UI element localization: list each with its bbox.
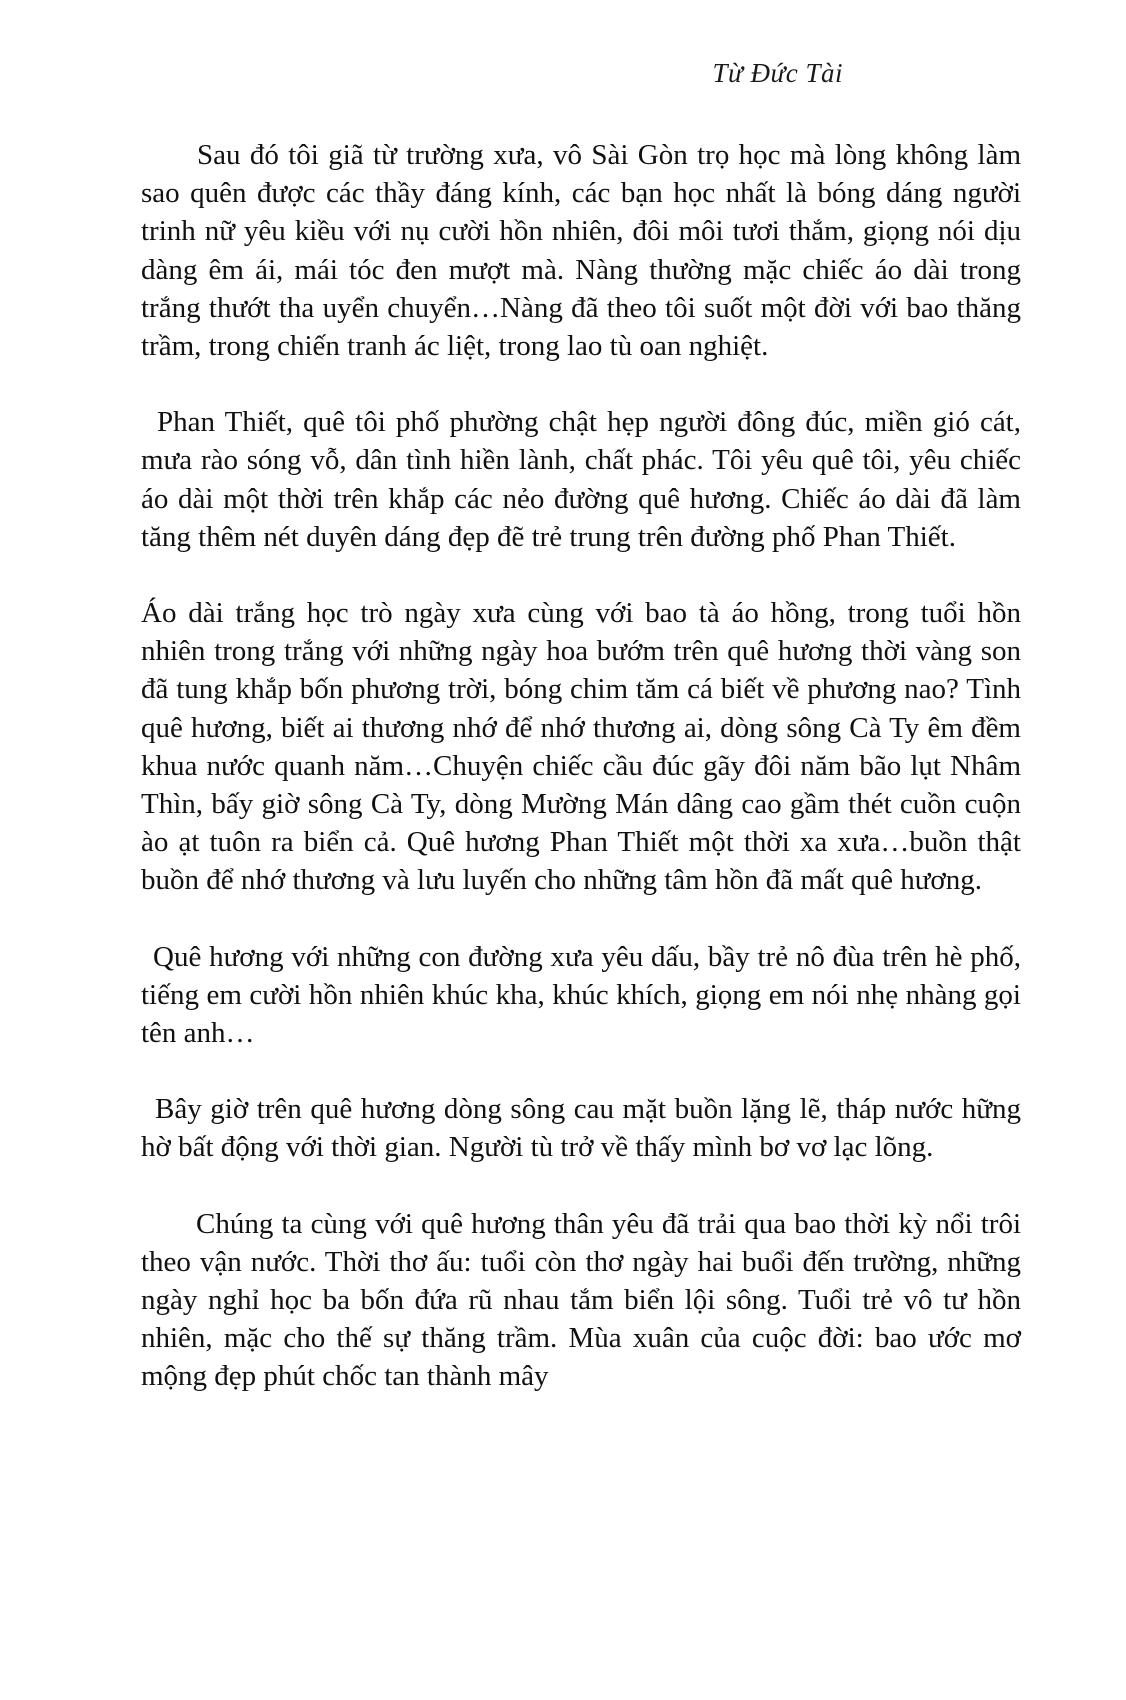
running-header-author: Từ Đức Tài: [712, 58, 843, 88]
paragraph: Quê hương với những con đường xưa yêu dấu, bầy trẻ nô đùa trên hè phố, tiếng em cười hồn nhiên khúc kha, khúc khích, giọng em nói nhẹ nhàng gọi tên anh…: [141, 940, 1021, 1050]
paragraph: Chúng ta cùng với quê hương thân yêu đã trải qua bao thời kỳ nổi trôi theo vận nước. Thời thơ ấu: tuổi còn thơ ngày hai buổi đến trường, những ngày nghỉ học ba bốn đứa rũ nhau tắm biển lội sông. Tuổi trẻ vô tư hồn nhiên, mặc cho thế sự thăng trầm. Mùa xuân của cuộc đời: bao ước mơ mộng đẹp phút chốc tan thành mây: [141, 1207, 1021, 1393]
paragraph: Phan Thiết, quê tôi phố phường chật hẹp người đông đúc, miền gió cát, mưa rào sóng vỗ, dân tình hiền lành, chất phác. Tôi yêu quê tôi, yêu chiếc áo dài một thời trên khắp các nẻo đường quê hương. Chiếc áo dài đã làm tăng thêm nét duyên dáng đẹp đẽ trẻ trung trên đường phố Phan Thiết.: [141, 406, 1021, 553]
paragraph: Sau đó tôi giã từ trường xưa, vô Sài Gòn trọ học mà lòng không làm sao quên được các thầy đáng kính, các bạn học nhất là bóng dáng người trinh nữ yêu kiều với nụ cười hồn nhiên, đôi môi tươi thắm, giọng nói dịu dàng êm ái, mái tóc đen mượt mà. Nàng thường mặc chiếc áo dài trong trắng thướt tha uyển chuyển…Nàng đã theo tôi suốt một đời với bao thăng trầm, trong chiến tranh ác liệt, trong lao tù oan nghiệt.: [141, 139, 1021, 363]
paragraph: Bây giờ trên quê hương dòng sông cau mặt buồn lặng lẽ, tháp nước hững hờ bất động với thời gian. Người tù trở về thấy mình bơ vơ lạc lõng.: [141, 1093, 1021, 1164]
paragraph: Áo dài trắng học trò ngày xưa cùng với bao tà áo hồng, trong tuổi hồn nhiên trong trắng với những ngày hoa bướm trên quê hương thời vàng son đã tung khắp bốn phương trời, bóng chim tăm cá biết về phương nao? Tình quê hương, biết ai thương nhớ để nhớ thương ai, dòng sông Cà Ty êm đềm khua nước quanh năm…Chuyện chiếc cầu đúc gãy đôi năm bão lụt Nhâm Thìn, bấy giờ sông Cà Ty, dòng Mường Mán dâng cao gầm thét cuồn cuộn ào ạt tuôn ra biển cả. Quê hương Phan Thiết một thời xa xưa…buồn thật buồn để nhớ thương và lưu luyến cho những tâm hồn đã mất quê hương.: [141, 597, 1021, 897]
body-text: [141, 136, 1021, 1396]
